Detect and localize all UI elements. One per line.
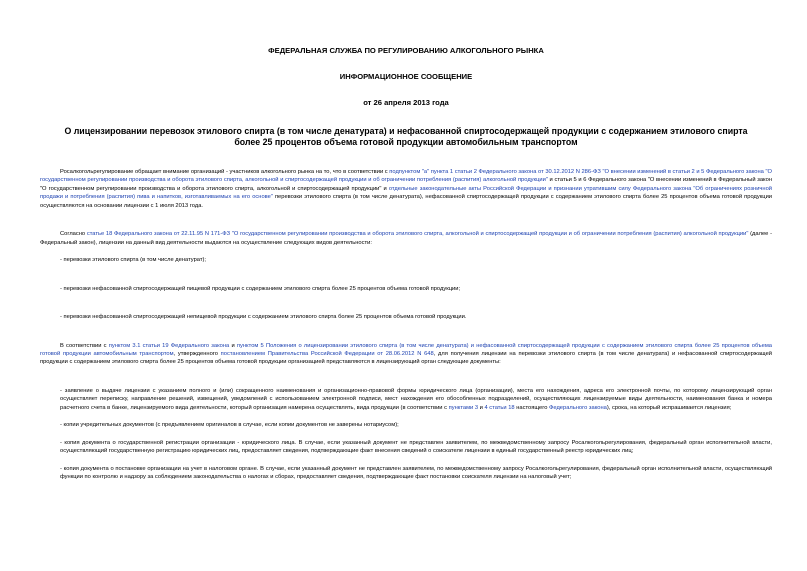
paragraph-text: (далее - Федеральный закон), лицензии на данный вид деятельности выдаются на осуществление следующих видов деятельности: bbox=[40, 231, 772, 246]
law-link[interactable]: пунктом 3.1 статьи 19 Федерального закона bbox=[108, 342, 230, 349]
document-item bbox=[40, 387, 772, 412]
item-text: и bbox=[478, 404, 485, 411]
law-link[interactable]: 4 статьи 18 bbox=[484, 404, 515, 411]
paragraph-text: , утвержденного bbox=[173, 350, 221, 357]
item-text: ), срока, на который испрашивается лицензия; bbox=[606, 404, 732, 411]
activity-item: - перевозки нефасованной спиртосодержащей непищевой продукции с содержанием этилового спирта более 25 процентов объема готовой продукции. bbox=[60, 314, 467, 321]
paragraph-intro bbox=[40, 168, 772, 210]
activity-item: - перевозки этилового спирта (в том числе денатурат); bbox=[60, 257, 207, 264]
paragraph-license-types bbox=[40, 230, 772, 247]
paragraph-text: В соответствии с bbox=[60, 342, 109, 349]
activity-item: - перевозки нефасованной спиртосодержащей пищевой продукции с содержанием этилового спирта более 25 процентов объема готовой продукции; bbox=[60, 285, 461, 292]
document-item: - копия документа о государственной регистрации организации - юридического лица. В случае, если указанный документ не представлен заявителем, по межведомственному запросу Росалкогольрегулирования, федеральный орган исполнительной власти, осуществляющий государственную регистрацию юридических лиц, предоставляет сведения, подтверждающие факт внесения сведений о соискателе лицензии в единый государственный реестр юридических лиц; bbox=[60, 439, 772, 455]
law-link[interactable]: Федерального закона bbox=[549, 404, 607, 411]
paragraph-text: перевозки этилового спирта (в том числе денатурата), нефасованной спиртосодержащей продукции с содержанием этилового спирта более 25 процентов объема готовой продукции осуществляются на основании лицензии с 1 июля 2013 года. bbox=[40, 194, 772, 209]
item-text: настоящего bbox=[514, 404, 549, 411]
law-link[interactable]: пунктами 3 bbox=[448, 404, 479, 411]
document-title: О лицензировании перевозок этилового спирта (в том числе денатурата) и нефасованной спиртосодержащей продукции с содержанием этилового спирта более 25 процентов объема готовой продукции автомобильным транспортом bbox=[64, 126, 748, 147]
paragraph-text: , для получения лицензии на перевозки этилового спирта (в том числе денатурата) и нефасованной спиртосодержащей продукции с содержанием этилового спирта более 25 процентов объема готовой продукции организацией представляются в лицензирующий орган следующие документы: bbox=[40, 350, 773, 366]
paragraph-text: Согласно bbox=[60, 231, 87, 238]
law-link[interactable]: подпунктом "а" пункта 1 статьи 2 Федерального закона от 30.12.2012 N 286-ФЗ "О внесении изменений в статьи 2 и 5 Федерального закона "О государственном регулировании производства и оборота этилового спирта, алкогольной и спиртосодержащей продукции и об ограничении потребления (распития) алкогольной продукции" bbox=[40, 169, 772, 184]
law-link[interactable]: отдельные законодательные акты Российской Федерации и признании утратившим силу Федерального закона "Об ограничениях розничной продажи и потребления (распития) пива и напитков, изготавливаемых на его основе" bbox=[40, 185, 772, 201]
agency-name: ФЕДЕРАЛЬНАЯ СЛУЖБА ПО РЕГУЛИРОВАНИЮ АЛКОГОЛЬНОГО РЫНКА bbox=[268, 46, 544, 55]
paragraph-text: Росалкогольрегулирование обращает внимание организаций - участников алкогольного рынка на то, что в соответствии с bbox=[60, 169, 390, 175]
document-item: - копия документа о постановке организации на учет в налоговом органе. В случае, если указанный документ не представлен заявителем, по межведомственному запросу Росалкогольрегулирования, федеральный орган исполнительной власти, осуществляющий функции по контролю и надзору за соблюдением законодательства о налогах и сборах, предоставляет сведения, подтверждающие факт постановки соискателя лицензии на налоговый учет; bbox=[60, 465, 772, 481]
law-link[interactable]: постановлением Правительства Российской Федерации от 28.06.2012 N 648 bbox=[220, 350, 434, 357]
document-item: - копии учредительных документов (с предъявлением оригиналов в случае, если копии документов не заверены нотариусом); bbox=[60, 422, 399, 429]
document-date: от 26 апреля 2013 года bbox=[363, 98, 449, 107]
document-type: ИНФОРМАЦИОННОЕ СООБЩЕНИЕ bbox=[339, 72, 473, 81]
law-link[interactable]: пунктом 5 Положения о лицензировании этилового спирта (в том числе денатурата) и нефасованной спиртосодержащей продукции с содержанием этилового спирта более 25 процентов объема готовой продукции автомобильным транспортом bbox=[40, 342, 772, 357]
paragraph-text: и bbox=[229, 342, 237, 349]
item-text: - заявление о выдаче лицензии с указанием полного и (или) сокращенного наименования и организационно-правовой формы юридического лица (организации), места его нахождения, адреса его электронной почты, по которому лицензирующий орган осуществляет переписку, направление решений, извещений, уведомлений с использованием электронной подписи, мест нахождения его обособленных подразделений, осуществляющих лицензируемые виды деятельности, наименования банка и номера расчетного счета в банке, лицензируемого вида деятельности, который организация намерена осуществлять, вида продукции (в соответствии с bbox=[60, 387, 772, 411]
law-link[interactable]: статье 18 Федерального закона от 22.11.95 N 171-ФЗ "О государственном регулировании производства и оборота этилового спирта, алкогольной и спиртосодержащей продукции и об ограничении потребления (распития) алкогольной продукции" bbox=[86, 231, 749, 238]
paragraph-documents bbox=[40, 342, 772, 367]
paragraph-text: и статьи 5 и 6 Федерального закона "О внесении изменений в Федеральный закон "О государственном регулировании производства и оборота этилового спирта, алкогольной и спиртосодержащей продукции" и bbox=[40, 177, 773, 192]
